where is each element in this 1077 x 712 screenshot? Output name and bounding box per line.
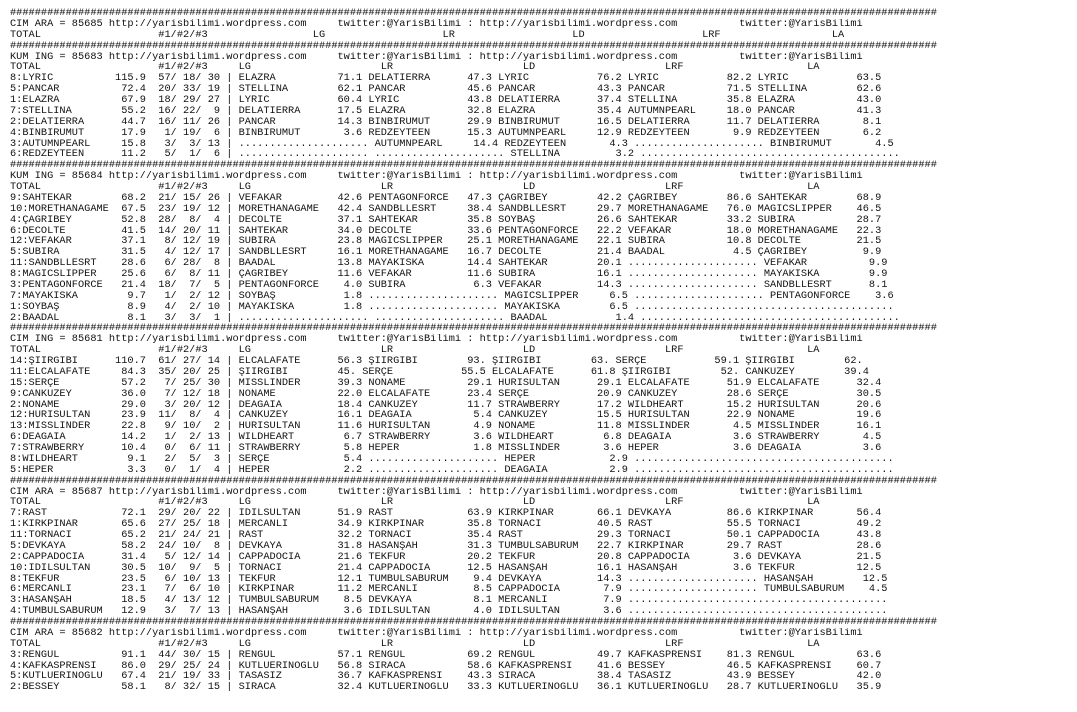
report-line: CIM ARA = 85685 http://yarisbilimi.wordpress.com twitter:@YarisBilimi : http://yarisbilimi.wordpress.com twitter:@YarisBilimi <box>10 18 863 30</box>
report-line: 7:STELLINA 55.2 16/ 22/ 9 | DELATIERRA 17.5 ELAZRA 32.8 ELAZRA 35.4 AUTUMNPEARL 18.0 PANCAR 41.3 <box>10 105 882 117</box>
report-line: 8:WILDHEART 9.1 2/ 5/ 3 | SERÇE 5.4 ..................... HEPER 2.9 .......................................... <box>10 453 894 465</box>
report-line: 10:İDİLSULTAN 30.5 10/ 9/ 5 | TORNACI 21.4 CAPPADOCIA 12.5 HASANŞAH 16.1 HASANŞAH 3.6 TEKFUR 12.5 <box>10 562 882 574</box>
report-line: 2:CAPPADOCIA 31.4 5/ 12/ 14 | CAPPADOCIA 21.6 TEKFUR 20.2 TEKFUR 20.8 CAPPADOCIA 3.6 DEVKAYA 21.5 <box>10 551 882 563</box>
report-line: 7:RAST 72.1 29/ 20/ 22 | İDİLSULTAN 51.9 RAST 63.9 KIRKPINAR 66.1 DEVKAYA 86.6 KIRKPINAR 56.4 <box>10 508 882 520</box>
report-line: TOTAL #1/#2/#3 LG LR LD LRF LA <box>10 182 820 193</box>
report-line: TOTAL #1/#2/#3 LG LR LD LRF LA <box>10 29 845 41</box>
report-line: 10:MORETHANAGAME 67.5 23/ 19/ 12 | MORETHANAGAME 42.4 SANDBLLESRT 38.4 SANDBLLESRT 29.7 MORETHANAGAME 76.0 MAGICSLIPPER 46.5 <box>10 203 882 215</box>
report-line: KUM ING = 85683 http://yarisbilimi.wordpress.com twitter:@YarisBilimi : http://yarisbilimi.wordpress.com twitter:@YarisBilimi <box>10 51 863 63</box>
report-line: 4:KAFKASPRENSİ 86.0 29/ 25/ 24 | KUTLUERİNOĞLU 56.8 SIRACA 58.6 KAFKASPRENSİ 41.6 BESSEY 46.5 KAFKASPRENSİ 60.7 <box>10 660 882 672</box>
report-line: 15:SERÇE 57.2 7/ 25/ 30 | MISSLINDER 39.3 NONAME 29.1 HURISULTAN 29.1 ELCALAFATE 51.9 ELCALAFATE 32.4 <box>10 377 882 389</box>
report-line: 13:MISSLINDER 22.8 9/ 10/ 2 | HURISULTAN 11.6 HURISULTAN 4.9 NONAME 11.8 MISSLINDER 4.5 MISSLINDER 16.1 <box>10 421 882 433</box>
race-report-text <box>10 8 937 693</box>
report-line: 2:BAADAL 8.1 3/ 3/ 1 | ..................... ..................... BAADAL 1.4 .......................................... <box>10 312 900 324</box>
report-line: 7:STRAWBERRY 10.4 0/ 6/ 11 | STRAWBERRY 5.8 HEPER 1.8 MISSLINDER 3.6 HEPER 3.6 DEAGAIA 3.6 <box>10 443 882 454</box>
report-line: 11:ELCALAFATE 84.3 35/ 20/ 25 | ŞİİRGİBİ 45. SERÇE 55.5 ELCALAFATE 61.8 ŞİİRGİBİ 52. CANKUZEY 39.4 <box>10 366 869 378</box>
report-line: 7:MAYAKISKA 9.7 1/ 2/ 12 | SOYBAŞ 1.8 ..................... MAGICSLIPPER 6.5 ..................... PENTAGONFORCE 3.6 <box>10 290 894 302</box>
report-line: CIM ING = 85681 http://yarisbilimi.wordpress.com twitter:@YarisBilimi : http://yarisbilimi.wordpress.com twitter:@YarisBilimi <box>10 334 863 346</box>
report-line: 1:ELAZRA 67.9 18/ 29/ 27 | LYRIC 60.4 LYRIC 43.8 DELATIERRA 37.4 STELLINA 35.8 ELAZRA 43.0 <box>10 95 882 106</box>
report-line: ###################################################################################################################################################### <box>10 160 937 172</box>
report-line: 3:AUTUMNPEARL 15.8 3/ 3/ 13 | ..................... AUTUMNPEARL 14.4 REDZEYTEEN 4.3 ..................... BINBIRUMUT 4.5 <box>10 138 894 150</box>
report-line: 3:PENTAGONFORCE 21.4 18/ 7/ 5 | PENTAGONFORCE 4.0 SUBIRA 6.3 VEFAKAR 14.3 ..................... SANDBLLESRT 8.1 <box>10 279 888 291</box>
report-line: 8:MAGICSLIPPER 25.6 6/ 8/ 11 | ÇAĞRIBEY 11.6 VEFAKAR 11.6 SUBIRA 16.1 ..................... MAYAKISKA 9.9 <box>10 269 888 280</box>
report-line: ###################################################################################################################################################### <box>10 8 937 19</box>
report-line: ###################################################################################################################################################### <box>10 323 937 335</box>
report-line: 5:KUTLUERİNOĞLU 67.4 21/ 19/ 33 | TASASIZ 36.7 KAFKASPRENSİ 43.3 SIRACA 38.4 TASASIZ 43.9 BESSEY 42.0 <box>10 671 882 683</box>
report-line: 9:CANKUZEY 36.0 7/ 12/ 18 | NONAME 22.0 ELCALAFATE 23.4 SERÇE 20.9 CANKUZEY 28.6 SERÇE 30.5 <box>10 388 882 400</box>
report-line: 6:DEAGAIA 14.2 1/ 2/ 13 | WILDHEART 6.7 STRAWBERRY 3.6 WILDHEART 6.8 DEAGAIA 3.6 STRAWBERRY 4.5 <box>10 432 882 443</box>
report-line: 2:BESSEY 58.1 8/ 32/ 15 | SIRACA 32.4 KUTLUERİNOĞLU 33.3 KUTLUERİNOĞLU 36.1 KUTLUERİNOĞLU 28.7 KUTLUERİNOĞLU 35.9 <box>10 682 882 694</box>
report-line: 1:SOYBAŞ 8.9 4/ 2/ 10 | MAYAKISKA 1.8 ..................... MAYAKISKA 6.5 .......................................... <box>10 301 894 313</box>
report-line: ###################################################################################################################################################### <box>10 617 937 628</box>
report-line: TOTAL #1/#2/#3 LG LR LD LRF LA <box>10 62 820 74</box>
report-line: 5:DEVKAYA 58.2 24/ 10/ 8 | DEVKAYA 31.8 HASANŞAH 31.3 TUMBULSABURUM 22.7 KIRKPINAR 29.7 RAST 28.6 <box>10 540 882 552</box>
report-line: CIM ARA = 85687 http://yarisbilimi.wordpress.com twitter:@YarisBilimi : http://yarisbilimi.wordpress.com twitter:@YarisBilimi <box>10 486 863 498</box>
report-line: ###################################################################################################################################################### <box>10 475 937 487</box>
report-line: 4:ÇAĞRIBEY 52.8 28/ 8/ 4 | DECOLTE 37.1 SAHTEKAR 35.8 SOYBAŞ 26.6 SAHTEKAR 33.2 SUBIRA 28.7 <box>10 214 882 226</box>
report-line: TOTAL #1/#2/#3 LG LR LD LRF LA <box>10 345 820 356</box>
report-line: TOTAL #1/#2/#3 LG LR LD LRF LA <box>10 497 820 509</box>
report-line: 6:REDZEYTEEN 11.2 5/ 1/ 6 | ..................... ..................... STELLINA 3.2 .......................................... <box>10 149 900 161</box>
report-line: 3:RENGÜL 91.1 44/ 30/ 15 | RENGÜL 57.1 RENGÜL 69.2 RENGÜL 49.7 KAFKASPRENSİ 81.3 RENGÜL 63.6 <box>10 649 882 661</box>
report-line: 5:SUBIRA 31.5 4/ 12/ 17 | SANDBLLESRT 16.1 MORETHANAGAME 16.7 DECOLTE 21.4 BAADAL 4.5 ÇAĞRIBEY 9.9 <box>10 247 882 259</box>
report-line: 9:SAHTEKAR 68.2 21/ 15/ 26 | VEFAKAR 42.6 PENTAGONFORCE 47.3 ÇAĞRIBEY 42.2 ÇAĞRIBEY 86.6 SAHTEKAR 68.9 <box>10 192 882 204</box>
report-line: 8:LYRIC 115.9 57/ 18/ 30 | ELAZRA 71.1 DELATIERRA 47.3 LYRIC 76.2 LYRIC 82.2 LYRIC 63.5 <box>10 73 882 85</box>
report-line: CIM ARA = 85682 http://yarisbilimi.wordpress.com twitter:@YarisBilimi : http://yarisbilimi.wordpress.com twitter:@YarisBilimi <box>10 627 863 639</box>
report-line: ###################################################################################################################################################### <box>10 40 937 52</box>
report-line: 1:KIRKPINAR 65.6 27/ 25/ 18 | MERCANLI 34.9 KIRKPINAR 35.8 TORNACI 40.5 RAST 55.5 TORNACI 49.2 <box>10 519 882 530</box>
report-line: 5:HEPER 3.3 0/ 1/ 4 | HEPER 2.2 ..................... DEAGAIA 2.9 .......................................... <box>10 464 894 476</box>
report-line: TOTAL #1/#2/#3 LG LR LD LRF LA <box>10 638 820 650</box>
report-line: KUM ING = 85684 http://yarisbilimi.wordpress.com twitter:@YarisBilimi : http://yarisbilimi.wordpress.com twitter:@YarisBilimi <box>10 171 863 182</box>
report-line: 2:DELATIERRA 44.7 16/ 11/ 26 | PANCAR 14.3 BINBIRUMUT 29.9 BINBIRUMUT 16.5 DELATIERRA 11.7 DELATIERRA 8.1 <box>10 116 882 128</box>
report-line: 12:VEFAKAR 37.1 8/ 12/ 19 | SUBIRA 23.8 MAGICSLIPPER 25.1 MORETHANAGAME 22.1 SUBIRA 10.8 DECOLTE 21.5 <box>10 236 882 248</box>
report-line: 12:HURISULTAN 23.9 11/ 8/ 4 | CANKUZEY 16.1 DEAGAIA 5.4 CANKUZEY 15.5 HURISULTAN 22.9 NONAME 19.6 <box>10 410 882 422</box>
report-line: 3:HASANŞAH 18.5 4/ 13/ 12 | TUMBULSABURUM 8.5 DEVKAYA 8.1 MERCANLI 7.9 .......................................... <box>10 595 888 607</box>
report-line: 6:MERCANLI 23.1 7/ 6/ 10 | KIRKPINAR 11.2 MERCANLI 8.5 CAPPADOCIA 7.9 ..................... TUMBULSABURUM 4.5 <box>10 584 888 596</box>
report-line: 4:BINBIRUMUT 17.9 1/ 19/ 6 | BINBIRUMUT 3.6 REDZEYTEEN 15.3 AUTUMNPEARL 12.9 REDZEYTEEN 9.9 REDZEYTEEN 6.2 <box>10 127 882 139</box>
report-line: 2:NONAME 29.0 3/ 20/ 12 | DEAGAIA 18.4 CANKUZEY 11.7 STRAWBERRY 17.2 WILDHEART 15.2 HURISULTAN 20.6 <box>10 399 882 411</box>
report-line: 8:TEKFUR 23.5 6/ 10/ 13 | TEKFUR 12.1 TUMBULSABURUM 9.4 DEVKAYA 14.3 ..................... HASANŞAH 12.5 <box>10 573 888 585</box>
report-line: 4:TUMBULSABURUM 12.9 3/ 7/ 13 | HASANŞAH 3.6 İDİLSULTAN 4.0 İDİLSULTAN 3.6 .......................................... <box>10 606 888 617</box>
report-line: 11:TORNACI 65.2 21/ 24/ 21 | RAST 32.2 TORNACI 35.4 RAST 29.3 TORNACI 50.1 CAPPADOCIA 43.8 <box>10 530 882 541</box>
report-line: 5:PANCAR 72.4 20/ 33/ 19 | STELLINA 62.1 PANCAR 45.6 PANCAR 43.3 PANCAR 71.5 STELLINA 62.6 <box>10 84 882 95</box>
report-line: 11:SANDBLLESRT 28.6 6/ 28/ 8 | BAADAL 13.8 MAYAKISKA 14.4 SAHTEKAR 20.1 ..................... VEFAKAR 9.9 <box>10 258 888 269</box>
report-line: 14:ŞİİRGİBİ 110.7 61/ 27/ 14 | ELCALAFATE 56.3 ŞİİRGİBİ 93. ŞİİRGİBİ 63. SERÇE 59.1 ŞİİRGİBİ 62. <box>10 356 863 367</box>
report-line: 6:DECOLTE 41.5 14/ 20/ 11 | SAHTEKAR 34.0 DECOLTE 33.6 PENTAGONFORCE 22.2 VEFAKAR 18.0 MORETHANAGAME 22.3 <box>10 225 882 237</box>
